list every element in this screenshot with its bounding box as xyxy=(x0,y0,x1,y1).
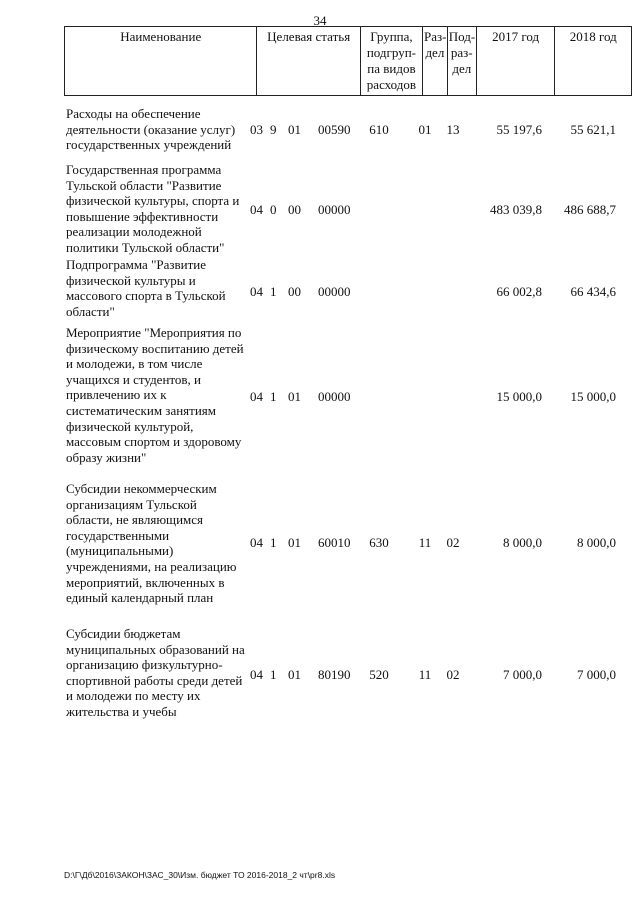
amount-2017: 66 002,8 xyxy=(496,284,542,299)
table-header xyxy=(64,26,632,96)
target-code-1: 04 xyxy=(250,284,263,299)
header-razdel: Раз-дел xyxy=(422,27,447,96)
header-target: Целевая статья xyxy=(257,27,360,96)
target-code-4: 00000 xyxy=(318,389,351,404)
row-name: Подпрограмма "Развитие физической культуры и массового спорта в Тульской области" xyxy=(66,257,226,319)
group-code: 520 xyxy=(369,667,389,682)
amount-2017: 7 000,0 xyxy=(503,667,542,682)
target-code-1: 04 xyxy=(250,535,263,550)
target-code-2: 1 xyxy=(270,667,277,682)
group-code: 630 xyxy=(369,535,389,550)
target-code-4: 00000 xyxy=(318,202,351,217)
razdel-code: 01 xyxy=(418,122,432,137)
target-code-3: 00 xyxy=(288,202,301,217)
target-code-2: 1 xyxy=(270,389,277,404)
amount-2018: 7 000,0 xyxy=(577,667,616,682)
target-code-2: 0 xyxy=(270,202,277,217)
amount-2018: 8 000,0 xyxy=(577,535,616,550)
target-code-2: 9 xyxy=(270,122,277,137)
target-code-2: 1 xyxy=(270,535,277,550)
amount-2017: 15 000,0 xyxy=(496,389,542,404)
target-code-3: 01 xyxy=(288,667,301,682)
target-code-1: 03 xyxy=(250,122,263,137)
target-code-4: 00000 xyxy=(318,284,351,299)
target-code-1: 04 xyxy=(250,667,263,682)
target-code-3: 01 xyxy=(288,389,301,404)
target-code-3: 00 xyxy=(288,284,301,299)
razdel-code: 11 xyxy=(418,535,432,550)
amount-2018: 66 434,6 xyxy=(570,284,616,299)
target-code-4: 00590 xyxy=(318,122,351,137)
header-y2018: 2018 год xyxy=(555,27,632,96)
podrazdel-code: 02 xyxy=(446,667,460,682)
header-name: Наименование xyxy=(65,27,257,96)
header-podrazdel: Под-раз-дел xyxy=(447,27,476,96)
row-name: Расходы на обеспечение деятельности (оказание услуг) государственных учреждений xyxy=(66,106,236,153)
target-code-2: 1 xyxy=(270,284,277,299)
page-number: 34 xyxy=(313,13,327,28)
header-y2017: 2017 год xyxy=(476,27,555,96)
row-name: Мероприятие "Мероприятия по физическому воспитанию детей и молодежи, в том числе учащихся и студентов, и привлечению их к систематическим занятиям физической культурой, массовым спортом и здоровому образу жизни" xyxy=(66,325,244,465)
amount-2017: 55 197,6 xyxy=(496,122,542,137)
amount-2018: 55 621,1 xyxy=(570,122,616,137)
amount-2017: 8 000,0 xyxy=(503,535,542,550)
amount-2017: 483 039,8 xyxy=(490,202,542,217)
row-name: Субсидии бюджетам муниципальных образований на организацию физкультурно-спортивной работы среди детей и молодежи по месту их жительства и учебы xyxy=(66,626,245,719)
row-name: Субсидии некоммерческим организациям Тульской области, не являющимся государственными (муниципальными) учреждениями, на реализацию мероприятий, включенных в единый календарный план xyxy=(66,481,237,606)
target-code-3: 01 xyxy=(288,122,301,137)
podrazdel-code: 13 xyxy=(446,122,460,137)
podrazdel-code: 02 xyxy=(446,535,460,550)
row-name: Государственная программа Тульской области "Развитие физической культуры, спорта и повышение эффективности реализации молодежной политики Тульской области" xyxy=(66,162,240,255)
target-code-3: 01 xyxy=(288,535,301,550)
amount-2018: 486 688,7 xyxy=(564,202,616,217)
target-code-1: 04 xyxy=(250,202,263,217)
file-path-footer: D:\Г\Дб\2016\ЗАКОН\ЗАС_30\Изм. бюджет ТО 2016-2018_2 чт\pr8.xls xyxy=(64,870,336,880)
target-code-1: 04 xyxy=(250,389,263,404)
target-code-4: 80190 xyxy=(318,667,351,682)
group-code: 610 xyxy=(369,122,389,137)
razdel-code: 11 xyxy=(418,667,432,682)
target-code-4: 60010 xyxy=(318,535,351,550)
amount-2018: 15 000,0 xyxy=(570,389,616,404)
header-group: Группа, подгруп-па видов расходов xyxy=(360,27,422,96)
